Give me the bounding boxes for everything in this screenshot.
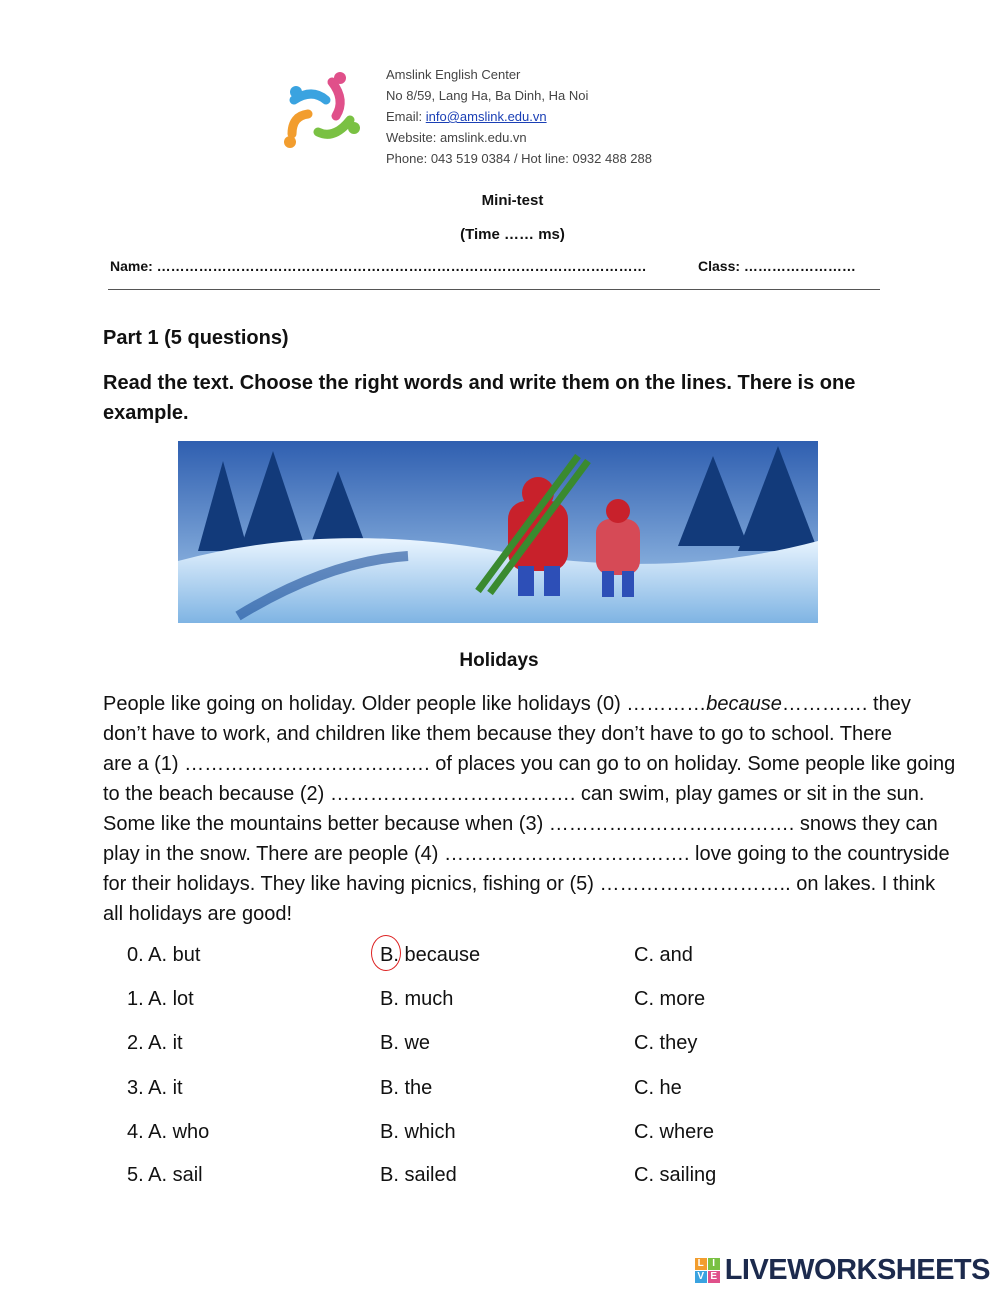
mark-letter: L [695,1258,707,1270]
example-answer: because [706,693,782,715]
option-5-b[interactable]: B. sailed [380,1164,457,1186]
winter-holiday-picture [178,441,818,623]
passage-line: don’t have to work, and children like them because they don’t have to go to school. There [103,723,893,745]
name-class-row [110,258,880,274]
example-answer-circle [371,935,401,971]
center-contact-info [386,64,652,169]
option-4-c[interactable]: C. where [634,1121,715,1143]
option-0-b[interactable]: B. because [380,944,481,966]
option-5-c[interactable]: C. sailing [634,1164,717,1186]
header-divider [108,289,880,290]
test-time: (Time …… ms) [460,226,565,243]
option-2-c[interactable]: C. they [634,1032,698,1054]
liveworksheets-logo [695,1252,990,1288]
mark-letter: I [708,1258,720,1270]
option-4-a[interactable]: 4. A. who [127,1121,210,1143]
center-name: Amslink English Center [386,67,521,82]
name-line: Name: …………………………………………………………………………………………… [110,258,647,274]
passage-line-1a: People like going on holiday. Older people like holidays (0) ………… [103,693,707,715]
option-1-a[interactable]: 1. A. lot [127,988,194,1010]
option-0-a[interactable]: 0. A. but [127,944,201,966]
passage-line [103,689,943,719]
passage-line: are a (1) ………………………………. of places you can go to on holiday. Some people like going [103,753,956,775]
passage-line: Some like the mountains better because when (3) ………………………………. snows they can [103,813,938,835]
option-3-a[interactable]: 3. A. it [127,1077,183,1099]
passage-text [103,689,956,929]
center-address: No 8/59, Lang Ha, Ba Dinh, Ha Noi [386,88,589,103]
amslink-logo-icon [282,70,362,156]
option-3-b[interactable]: B. the [380,1077,433,1099]
mark-letter: E [708,1271,720,1283]
option-1-b[interactable]: B. much [380,988,454,1010]
email-link[interactable]: info@amslink.edu.vn [425,109,547,124]
option-2-a[interactable]: 2. A. it [127,1032,183,1054]
mark-letter: V [695,1271,707,1283]
test-title: Mini-test [481,192,544,209]
option-2-b[interactable]: B. we [380,1032,431,1054]
instruction-text: Read the text. Choose the right words and write them on the lines. There is one example. [103,372,856,424]
option-3-c[interactable]: C. he [634,1077,682,1099]
center-website: Website: amslink.edu.vn [386,130,527,145]
liveworksheets-brand: LIVEWORKSHEETS [724,1253,990,1286]
liveworksheets-mark-icon [695,1258,720,1283]
center-email-row [386,106,652,127]
center-phone: Phone: 043 519 0384 / Hot line: 0932 488 288 [386,151,652,166]
passage-line: for their holidays. They like having picnics, fishing or (5) ……………………….. on lakes. I think [103,873,936,895]
email-label: Email: [386,109,426,124]
passage-line-1b: …………. they [781,693,911,715]
passage-line: play in the snow. There are people (4) ………………………………. love going to the countryside [103,843,950,865]
passage-title: Holidays [459,650,539,671]
passage-line: all holidays are good! [103,903,293,925]
option-5-a[interactable]: 5. A. sail [127,1164,203,1186]
passage-line: to the beach because (2) ………………………………. can swim, play games or sit in the sun. [103,783,925,805]
option-0-c[interactable]: C. and [634,944,693,966]
option-1-c[interactable]: C. more [634,988,706,1010]
option-4-b[interactable]: B. which [380,1121,456,1143]
class-line: Class: …………………… [698,258,856,274]
part-heading: Part 1 (5 questions) [103,327,289,349]
